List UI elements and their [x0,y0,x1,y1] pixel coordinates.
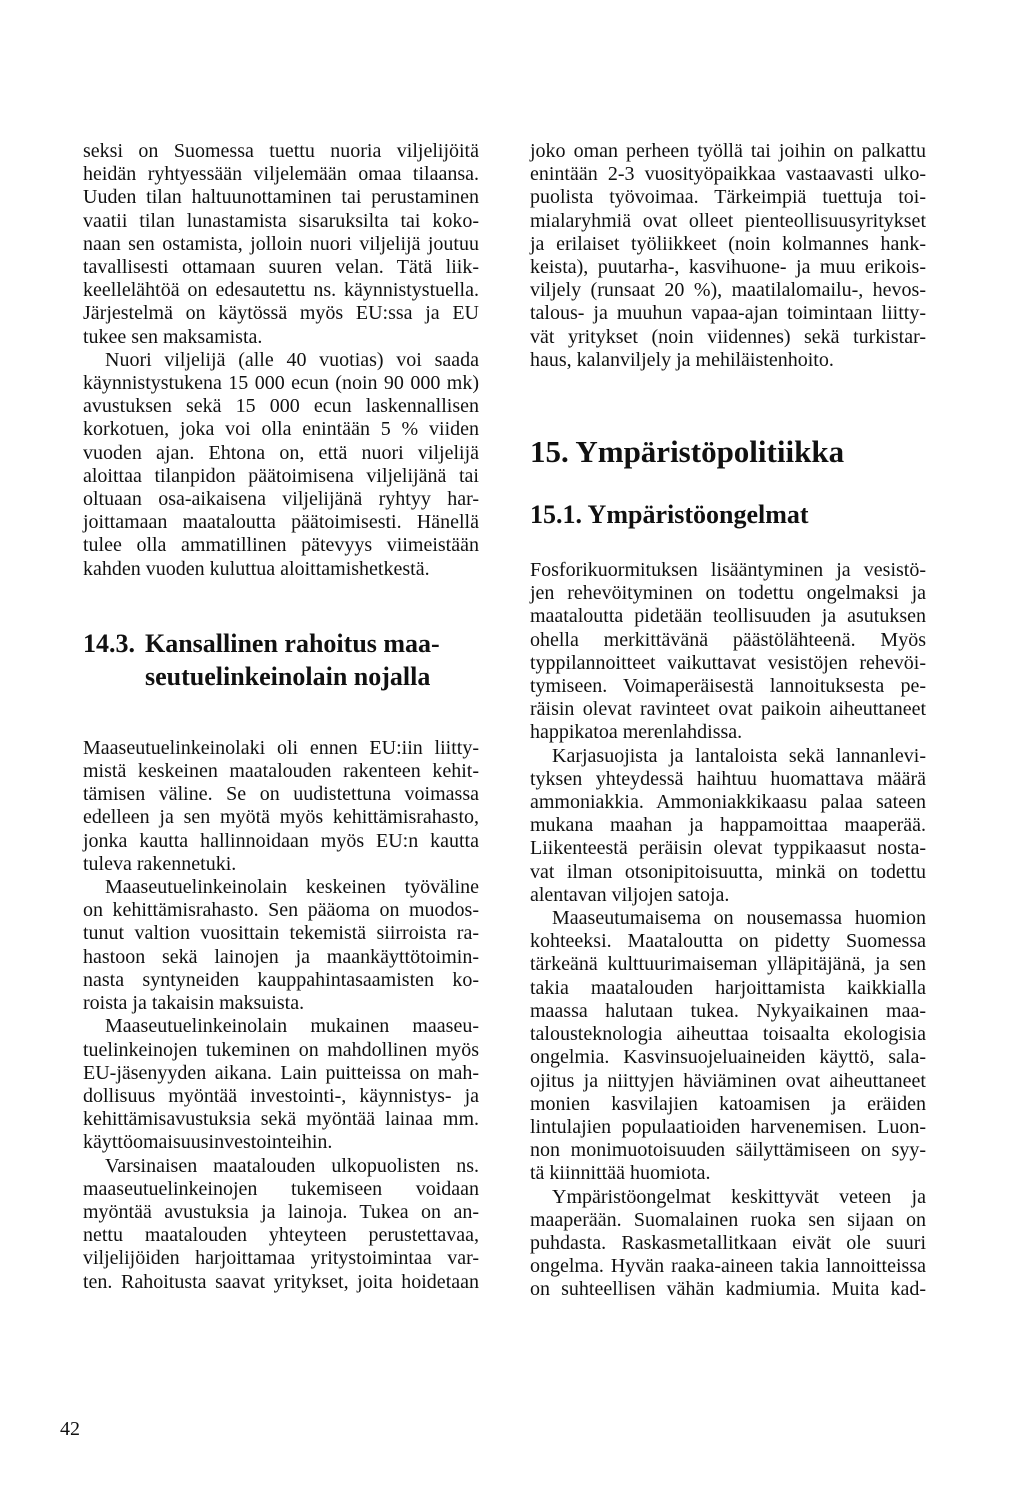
text-line: Uuden tilan haltuunottaminen tai perustaminen [83,186,479,209]
text-line: mialaryhmiä ovat olleet pienteollisuusyritykset [530,209,926,232]
text-line: naan sen ostamista, jolloin nuori viljelijä joutuu [83,232,479,255]
text-line: heidän ryhtyessään viljelemään omaa tilaansa. [83,163,479,186]
text-line: on suhteellisen vähän kadmiumia. Muita kad- [530,1278,926,1301]
text-line: korkotuen, joka voi olla enintään 5 % viiden [83,418,479,441]
text-line: nasta syntyneiden kauppahintasaamisten ko- [83,968,479,991]
text-line: roista ja takaisin maksuista. [83,992,305,1015]
text-line: puolista työvoimaa. Tärkeimpiä tuettuja toi- [530,186,926,209]
text-line: viljelijöiden harjoittamaa yritystoimintaa var- [83,1247,479,1270]
text-line: räisin olevat ravinteet ovat paikoin aiheuttaneet [530,698,926,721]
text-line: kohteeksi. Maataloutta on pidetty Suomessa [530,930,926,953]
text-line: enintään 2-3 vuosityöpaikkaa vastaavasti ulko- [530,163,926,186]
text-line: typpilannoitteet vaikuttavat vesistöjen rehevöi- [530,651,926,674]
paragraph [530,907,926,1185]
paragraph [83,349,479,581]
text-line: non monimuotoisuuden säilyttämiseen on syy- [530,1139,926,1162]
text-line: maataloutta pidetään teollisuuden ja asutuksen [530,605,926,628]
text-line: ammoniakkia. Ammoniakkikaasu palaa sateen [530,791,926,814]
text-line: jonka kautta hallinnoidaan myös EU:n kautta [83,829,479,852]
text-line: tunut valtion vuosittain tekemistä siirroista ra- [83,922,479,945]
text-line: tuleva rakennetuki. [83,852,237,875]
left-column [83,140,479,1294]
text-line: kehittämisavustuksia sekä myöntää lainaa mm. [83,1108,479,1131]
text-line: Nuori viljelijä (alle 40 vuotias) voi saada [105,348,479,371]
text-line: vat ilman otsonipitoisuutta, minkä on todettu [530,860,926,883]
paragraph [530,1186,926,1302]
text-line: viljely (runsaat 20 %), maatilalomailu-, hevos- [530,279,926,302]
text-line: Karjasuojista ja lantaloista sekä lannanlevi- [552,744,926,767]
text-line: tavallisesti ottamaan suuren velan. Tätä liik- [83,256,479,279]
text-line: edelleen ja sen myötä myös kehittämisrahasto, [83,806,479,829]
text-line: maaseutuelinkeinojen tukemiseen voidaan [83,1177,479,1200]
text-line: Varsinaisen maatalouden ulkopuolisten ns. [105,1154,479,1177]
text-line: mukana maahan ja happamoittaa maaperää. [530,814,926,837]
section-heading-14-3: 14.3. Kansallinen rahoitus maa- seutuelinkeinolain nojalla [83,628,440,691]
text-line: lintulajien populaatioiden harvenemisen. Luon- [530,1115,926,1138]
text-line: Liikenteestä peräisin olevat typpikaasut nosta- [530,837,926,860]
text-line: tymiseen. Voimaperäisestä lannoituksesta pe- [530,675,926,698]
text-line: maassa halutaan tukea. Nykyaikainen maa- [530,999,926,1022]
text-line: joko oman perheen työllä tai joihin on palkattu [530,140,926,162]
right-column [530,140,926,1302]
paragraph [530,559,926,745]
text-line: kahden vuoden kuluttua aloittamishetkestä. [83,557,430,580]
text-line: käynnistystukena 15 000 ecun (noin 90 000 mk) [83,372,479,395]
text-line: aloittaa tilanpidon päätoimisena viljelijänä tai [83,464,479,487]
text-line: jen rehevöityminen on todettu ongelmaksi ja [530,582,926,605]
text-line: tuelinkeinojen tukeminen on mahdollinen myös [83,1038,479,1061]
text-line: monien kasvilajien katoamisen ja eräiden [530,1092,926,1115]
text-line: Maaseutuelinkeinolain keskeinen työväline [105,876,479,899]
text-line: ohella merkittävänä päästölähteenä. Myös [530,628,926,651]
text-line: ojitus ja niittyjen häviäminen ovat aiheuttaneet [530,1069,926,1092]
text-line: avustuksen sekä 15 000 ecun laskennallisen [83,395,479,418]
paragraph [83,876,479,1015]
text-line: tulee olla ammatillinen pätevyys viimeistään [83,534,479,557]
text-line: tukee sen maksamista. [83,325,263,348]
text-line: ongelma. Hyvän raaka-aineen takia lannoitteissa [530,1255,926,1278]
paragraph [530,745,926,907]
text-line: myöntää avustuksia ja lainoja. Tukea on an- [83,1200,479,1223]
text-line: vuoden ajan. Ehtona on, että nuori viljelijä [83,441,479,464]
text-line: tä kiinnittää huomiota. [530,1162,711,1185]
text-line: Maaseutumaisema on nousemassa huomion [552,907,926,930]
text-line: tyksen yhteydessä haihtuu huomattava määrä [530,767,926,790]
text-line: käyttöomaisuusinvestointeihin. [83,1131,333,1154]
text-line: puhdasta. Raskasmetallitkaan eivät ole suuri [530,1231,926,1254]
text-line: Maaseutuelinkeinolaki oli ennen EU:iin liitty- [83,736,479,759]
text-line: alentavan viljojen satoja. [530,883,730,906]
text-line: haus, kalanviljely ja mehiläistenhoito. [530,348,834,371]
text-line: oltuaan osa-aikaisena viljelijänä ryhtyy har- [83,488,479,511]
text-line: Fosforikuormituksen lisääntyminen ja vesistö- [530,559,926,582]
text-line: takia maatalouden harjoittamista kaikkialla [530,976,926,999]
text-line: ongelmia. Kasvinsuojeluaineiden käyttö, sala- [530,1046,926,1069]
text-line: hastoon sekä lainojen ja maankäyttötoimin- [83,945,479,968]
text-line: Ympäristöongelmat keskittyvät veteen ja [552,1185,926,1208]
text-line: happikatoa merenlahdissa. [530,721,743,744]
text-line: dollisuus myöntää investointi-, käynnistys- ja [83,1084,479,1107]
text-line: vät yritykset (noin viidennes) sekä turkistar- [530,325,926,348]
text-line: mistä keskeinen maatalouden rakenteen kehit- [83,760,479,783]
section-heading-15-1: 15.1. Ympäristöongelmat [530,500,809,530]
text-line: maaperään. Suomalainen ruoka sen sijaan on [530,1208,926,1231]
paragraph [83,140,479,349]
paragraph [83,1155,479,1294]
text-line: ten. Rahoitusta saavat yritykset, joita hoidetaan [83,1270,479,1293]
text-line: tärkeänä kulttuurimaiseman ylläpitäjänä, ja sen [530,953,926,976]
text-line: keellelähtöä on edesautettu ns. käynnistystuella. [83,279,479,302]
text-line: talousteknologia aiheuttaa toisaalta ekologisia [530,1023,926,1046]
text-line: joittamaan maataloutta päätoimisesti. Hänellä [83,511,479,534]
text-line: tämisen väline. Se on uudistettuna voimassa [83,783,479,806]
text-line: on kehittämisrahasto. Sen pääoma on muodos- [83,899,479,922]
text-line: seksi on Suomessa tuettu nuoria viljelijöitä [83,140,479,162]
paragraph [83,1015,479,1154]
text-line: vaatii tilan lunastamista sisaruksilta tai koko- [83,209,479,232]
text-line: keista), puutarha-, kasvihuone- ja muu erikois- [530,256,926,279]
text-line: nettu maatalouden yhteyteen perustettavaa, [83,1224,479,1247]
chapter-heading-15: 15. Ympäristöpolitiikka [530,434,845,470]
text-line: EU-jäsenyyden aikana. Lain puitteissa on mah- [83,1061,479,1084]
paragraph [83,737,479,876]
page-number: 42 [60,1418,80,1440]
text-line: ja erilaiset työliikkeet (noin kolmannes hank- [530,232,926,255]
text-line: talous- ja muuhun vapaa-ajan toimintaan liitty- [530,302,926,325]
paragraph [530,140,926,372]
text-line: Järjestelmä on käytössä myös EU:ssa ja EU [83,302,479,325]
text-line: Maaseutuelinkeinolain mukainen maaseu- [105,1015,479,1038]
